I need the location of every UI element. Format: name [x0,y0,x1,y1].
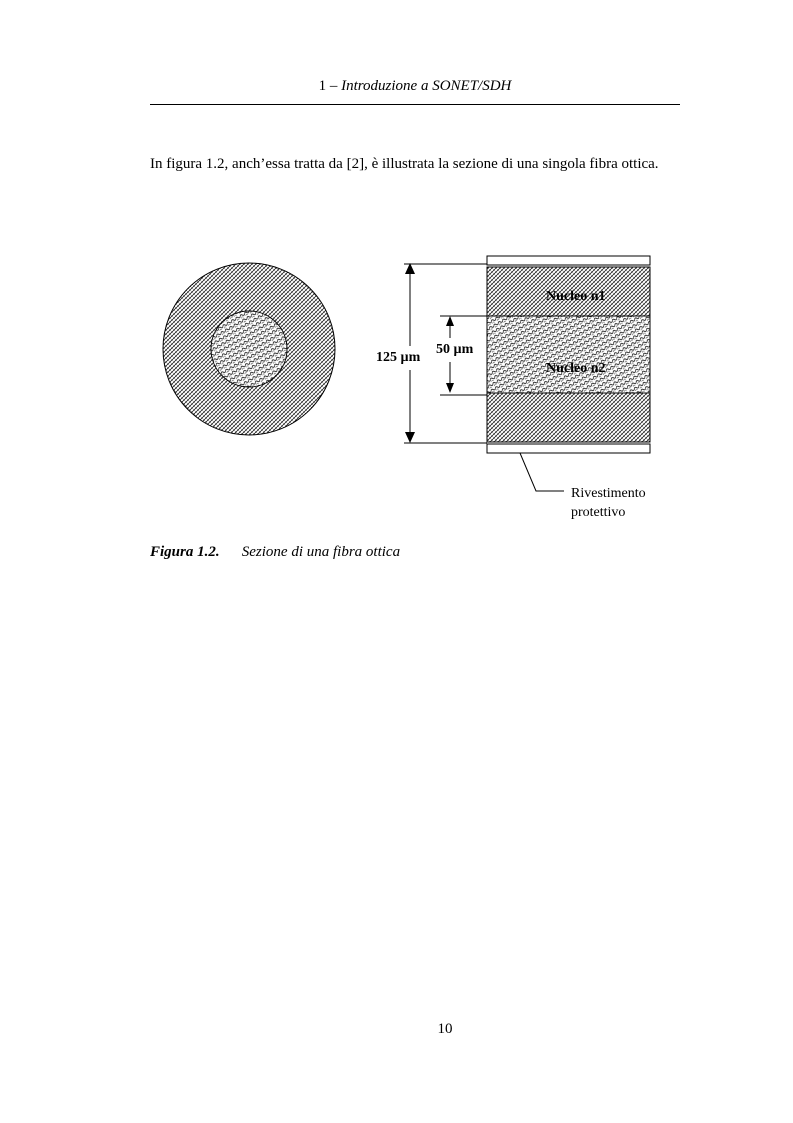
core-band [487,316,650,393]
coating-leader-line [520,453,564,491]
nucleo-n2-label: Nucleo n2 [546,361,606,376]
core-arrow-down [446,383,454,393]
outer-diameter-label: 125 µm [376,350,421,365]
core-diameter-label: 50 µm [436,342,474,357]
running-header [150,77,680,95]
cladding-bottom-band [487,393,650,442]
header-rule [150,104,680,105]
body-paragraph: In figura 1.2, anch’essa tratta da [2], è illustrata la sezione di una singola fibra ottica. [150,156,659,172]
caption-number: Figura 1.2. [150,544,220,560]
chapter-title: Introduzione a SONET/SDH [341,78,512,94]
protective-coating-bottom [487,444,650,453]
outer-arrow-up [405,263,415,274]
outer-arrow-down [405,432,415,443]
fiber-cross-section-figure [150,250,680,530]
protective-coating-top [487,256,650,265]
core-circle [211,311,287,387]
chapter-number: 1 – [318,78,338,94]
page-number: 10 [437,1021,453,1037]
figure-caption [150,543,400,561]
core-arrow-up [446,316,454,326]
protective-coating-label-line1: Rivestimento [571,486,646,501]
caption-text: Sezione di una fibra ottica [241,544,401,560]
nucleo-n1-label: Nucleo n1 [546,289,606,304]
protective-coating-label [571,484,646,522]
protective-coating-label-line2: protettivo [571,505,626,520]
